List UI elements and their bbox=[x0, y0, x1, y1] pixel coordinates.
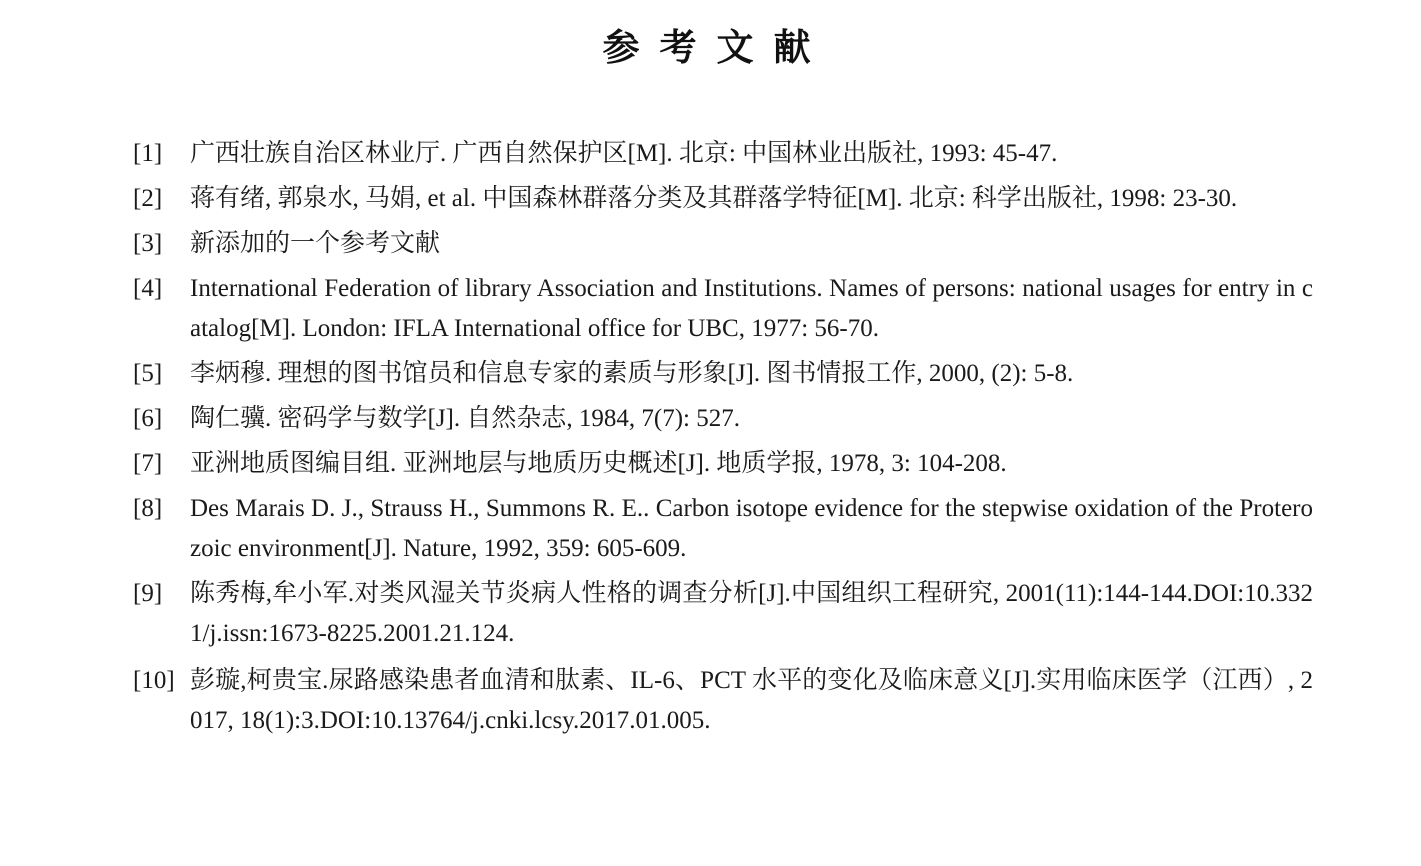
reference-text: Des Marais D. J., Strauss H., Summons R. E.. Carbon isotope evidence for the stepwise oxidation of the Proterozoic environment[J]. Nature, 1992, 359: 605-609. bbox=[190, 495, 1313, 562]
reference-text: 新添加的一个参考文献 bbox=[190, 230, 441, 257]
reference-number: [6] bbox=[133, 405, 163, 432]
reference-number: [4] bbox=[133, 275, 163, 302]
reference-item bbox=[133, 489, 1313, 569]
reference-number: [3] bbox=[133, 230, 163, 257]
reference-number: [2] bbox=[133, 185, 163, 212]
reference-item bbox=[133, 399, 1313, 439]
reference-item bbox=[133, 269, 1313, 349]
reference-list bbox=[133, 134, 1313, 746]
reference-item bbox=[133, 179, 1313, 219]
reference-text: 陈秀梅,牟小军.对类风湿关节炎病人性格的调查分析[J].中国组织工程研究, 2001(11):144-144.DOI:10.3321/j.issn:1673-8225.2001.21.124. bbox=[190, 580, 1313, 647]
reference-number: [10] bbox=[133, 667, 175, 694]
reference-number: [1] bbox=[133, 140, 163, 167]
reference-number: [9] bbox=[133, 580, 163, 607]
reference-text: 彭璇,柯贵宝.尿路感染患者血清和肽素、IL-6、PCT 水平的变化及临床意义[J].实用临床医学（江西）, 2017, 18(1):3.DOI:10.13764/j.cnki.lcsy.2017.01.005. bbox=[190, 667, 1313, 734]
reference-text: International Federation of library Association and Institutions. Names of persons: national usages for entry in catalog[M]. London: IFLA International office for UBC, 1977: 56-70. bbox=[190, 275, 1313, 342]
reference-item bbox=[133, 224, 1313, 264]
reference-number: [7] bbox=[133, 450, 163, 477]
reference-item bbox=[133, 574, 1313, 654]
reference-item bbox=[133, 134, 1313, 174]
reference-text: 亚洲地质图编目组. 亚洲地层与地质历史概述[J]. 地质学报, 1978, 3: 104-208. bbox=[190, 450, 1007, 477]
reference-item bbox=[133, 354, 1313, 394]
reference-number: [8] bbox=[133, 495, 163, 522]
reference-item bbox=[133, 661, 1313, 741]
reference-text: 陶仁骥. 密码学与数学[J]. 自然杂志, 1984, 7(7): 527. bbox=[190, 405, 740, 432]
page-title: 参考文献 bbox=[602, 26, 831, 69]
reference-text: 蒋有绪, 郭泉水, 马娟, et al. 中国森林群落分类及其群落学特征[M]. 北京: 科学出版社, 1998: 23-30. bbox=[190, 185, 1238, 212]
reference-text: 广西壮族自治区林业厅. 广西自然保护区[M]. 北京: 中国林业出版社, 1993: 45-47. bbox=[190, 140, 1058, 167]
reference-number: [5] bbox=[133, 360, 163, 387]
reference-text: 李炳穆. 理想的图书馆员和信息专家的素质与形象[J]. 图书情报工作, 2000, (2): 5-8. bbox=[190, 360, 1074, 387]
reference-item bbox=[133, 444, 1313, 484]
